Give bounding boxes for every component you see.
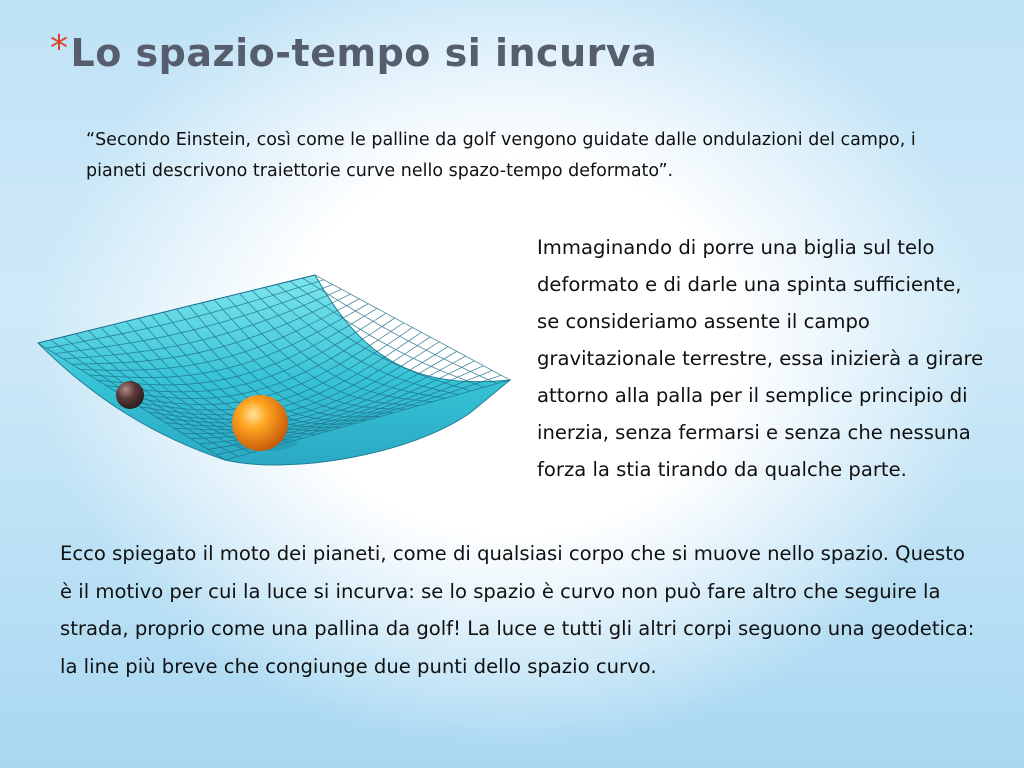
planets-motion-explanation: Ecco spiegato il moto dei pianeti, come di qualsiasi corpo che si muove nello spazio. Questo è il motivo per cui la luce si incurva: se lo spazio è curvo non può fare altro che seguire la strada, proprio come una pallina da golf! La luce e tutti gli altri corpi seguono una geodetica: la line più breve che congiunge due punti dello spazio curvo. xyxy=(60,542,975,678)
title-text: Lo spazio-tempo si incurva xyxy=(70,31,658,75)
curved-spacetime-illustration xyxy=(30,265,520,490)
einstein-quote: “Secondo Einstein, così come le palline da golf vengono guidate dalle ondulazioni del campo, i pianeti descrivono traiettorie curve nello spazo-tempo deformato”. xyxy=(86,130,916,181)
title-bullet-star: * xyxy=(50,28,69,69)
large-ball xyxy=(232,395,288,451)
small-marble xyxy=(116,381,144,409)
slide-title xyxy=(50,28,657,75)
marble-explanation: Immaginando di porre una biglia sul telo deformato e di darle una spinta sufficiente, se consideriamo assente il campo gravitazionale terrestre, essa inizierà a girare attorno alla palla per il semplice principio di inerzia, senza fermarsi e senza che nessuna forza la stia tirando da qualche parte. xyxy=(537,236,984,481)
